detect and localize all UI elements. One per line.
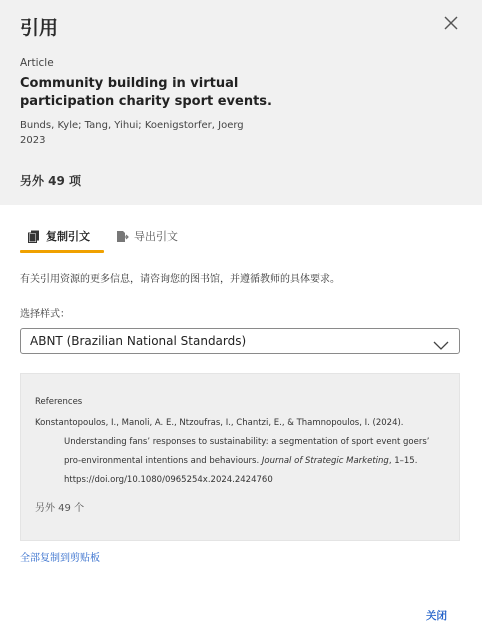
tab-copy-label: 复制引文 [46,230,90,243]
chevron-down-icon [433,336,449,346]
export-icon [116,230,128,243]
dialog-title: 引用 [20,17,59,39]
record-authors: Bunds, Kyle; Tang, Yihui; Koenigstorfer, Joerg [20,120,244,131]
reference-journal: Journal of Strategic Marketing [261,456,389,466]
citation-preview [20,373,460,541]
copy-icon [28,230,40,243]
reference-line-2: Understanding fans’ responses to sustainability: a segmentation of sport event goers’ [64,437,430,447]
copy-all-to-clipboard-link[interactable]: 全部复制到剪贴板 [20,553,100,564]
reference-line-3-pages: , 1–15. [388,456,418,466]
tab-export-citation[interactable] [116,220,206,252]
more-citations-count: 另外 49 个 [35,503,85,514]
style-select-label: 选择样式： [20,309,70,320]
close-icon[interactable] [440,12,462,34]
reference-doi: https://doi.org/10.1080/0965254x.2024.2424760 [64,475,273,485]
record-header [0,0,482,205]
reference-line-1: Konstantopoulos, I., Manoli, A. E., Ntzoufras, I., Chantzi, E., & Thamnopoulos, I. (2024). [35,418,404,428]
tab-copy-citation[interactable] [20,220,104,252]
active-tab-indicator [20,250,104,253]
citation-info-text: 有关引用资源的更多信息，请咨询您的图书馆，并遵循教师的具体要求。 [20,274,340,285]
reference-line-3 [35,452,453,471]
more-items-count: 另外 49 项 [20,174,82,188]
references-heading: References [35,397,83,407]
record-year: 2023 [20,135,46,146]
reference-entry [35,414,453,490]
citation-style-select[interactable] [20,328,460,354]
close-button[interactable]: 关闭 [426,610,447,622]
reference-line-3-text: pro-environmental intentions and behaviours. [64,456,262,466]
record-title: Community building in virtual participation charity sport events. [20,76,272,109]
record-type: Article [20,57,54,69]
citation-style-value: ABNT (Brazilian National Standards) [30,334,247,348]
tab-export-label: 导出引文 [134,230,178,243]
